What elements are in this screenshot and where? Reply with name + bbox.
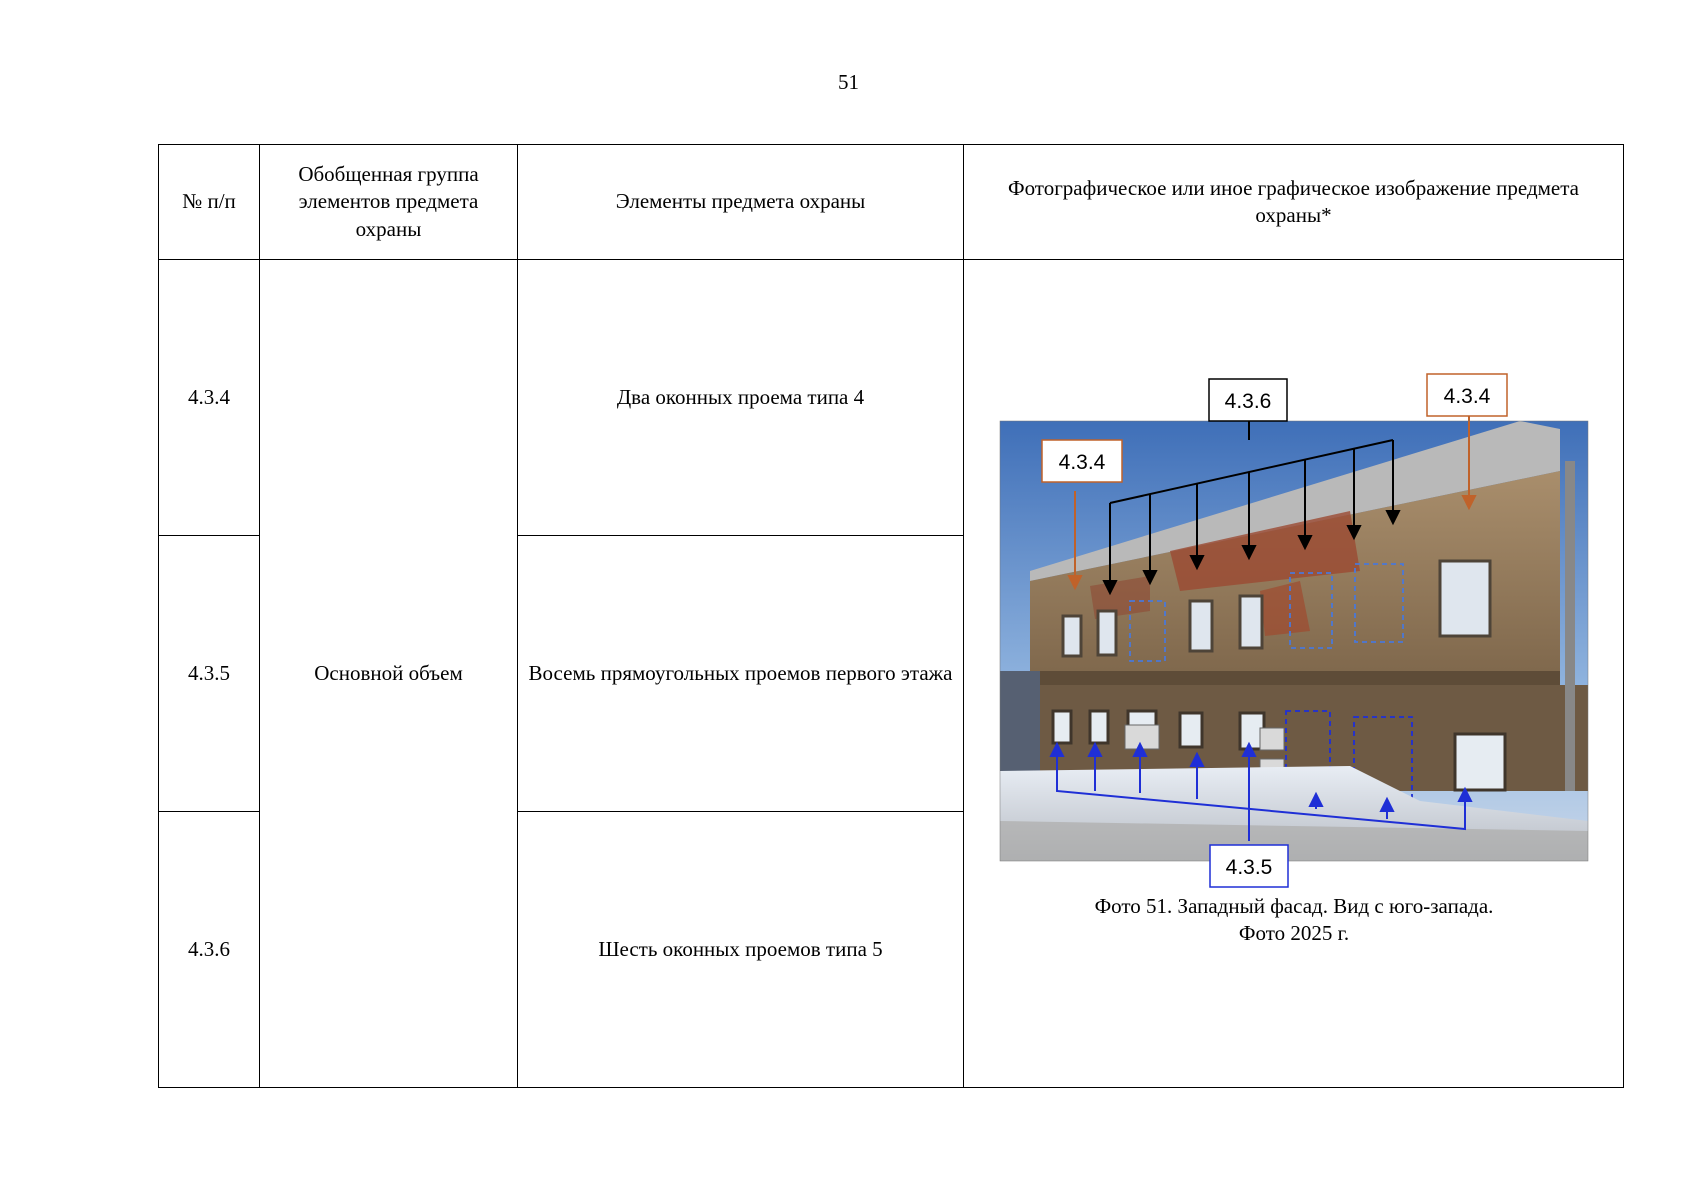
label-435: 4.3.5 <box>1225 856 1273 879</box>
row-element: Восемь прямоугольных проемов первого этажа <box>518 536 964 812</box>
table-header-row <box>159 145 1624 260</box>
label-436: 4.3.6 <box>1224 390 1272 413</box>
caption-line-1: Фото 51. Западный фасад. Вид с юго-запада. <box>1094 894 1494 918</box>
header-elements: Элементы предмета охраны <box>518 145 964 260</box>
heritage-table <box>158 144 1624 1088</box>
row-num: 4.3.4 <box>159 260 260 536</box>
label-434-left: 4.3.4 <box>1058 451 1106 474</box>
row-element: Два оконных проема типа 4 <box>518 260 964 536</box>
row-num: 4.3.5 <box>159 536 260 812</box>
facade-photo <box>964 260 1624 879</box>
photo-caption <box>964 893 1624 948</box>
page-number: 51 <box>838 70 859 94</box>
header-num: № п/п <box>159 145 260 260</box>
header-image: Фотографическое или иное графическое изображение предмета охраны* <box>964 145 1624 260</box>
photo-cell <box>964 260 1624 1088</box>
row-num: 4.3.6 <box>159 812 260 1088</box>
caption-line-2: Фото 2025 г. <box>1238 921 1350 946</box>
header-group: Обобщенная группа элементов предмета охраны <box>260 145 518 260</box>
label-434-right: 4.3.4 <box>1443 385 1491 408</box>
row-element: Шесть оконных проемов типа 5 <box>518 812 964 1088</box>
group-cell: Основной объем <box>260 260 518 1088</box>
table-row <box>159 260 1624 536</box>
